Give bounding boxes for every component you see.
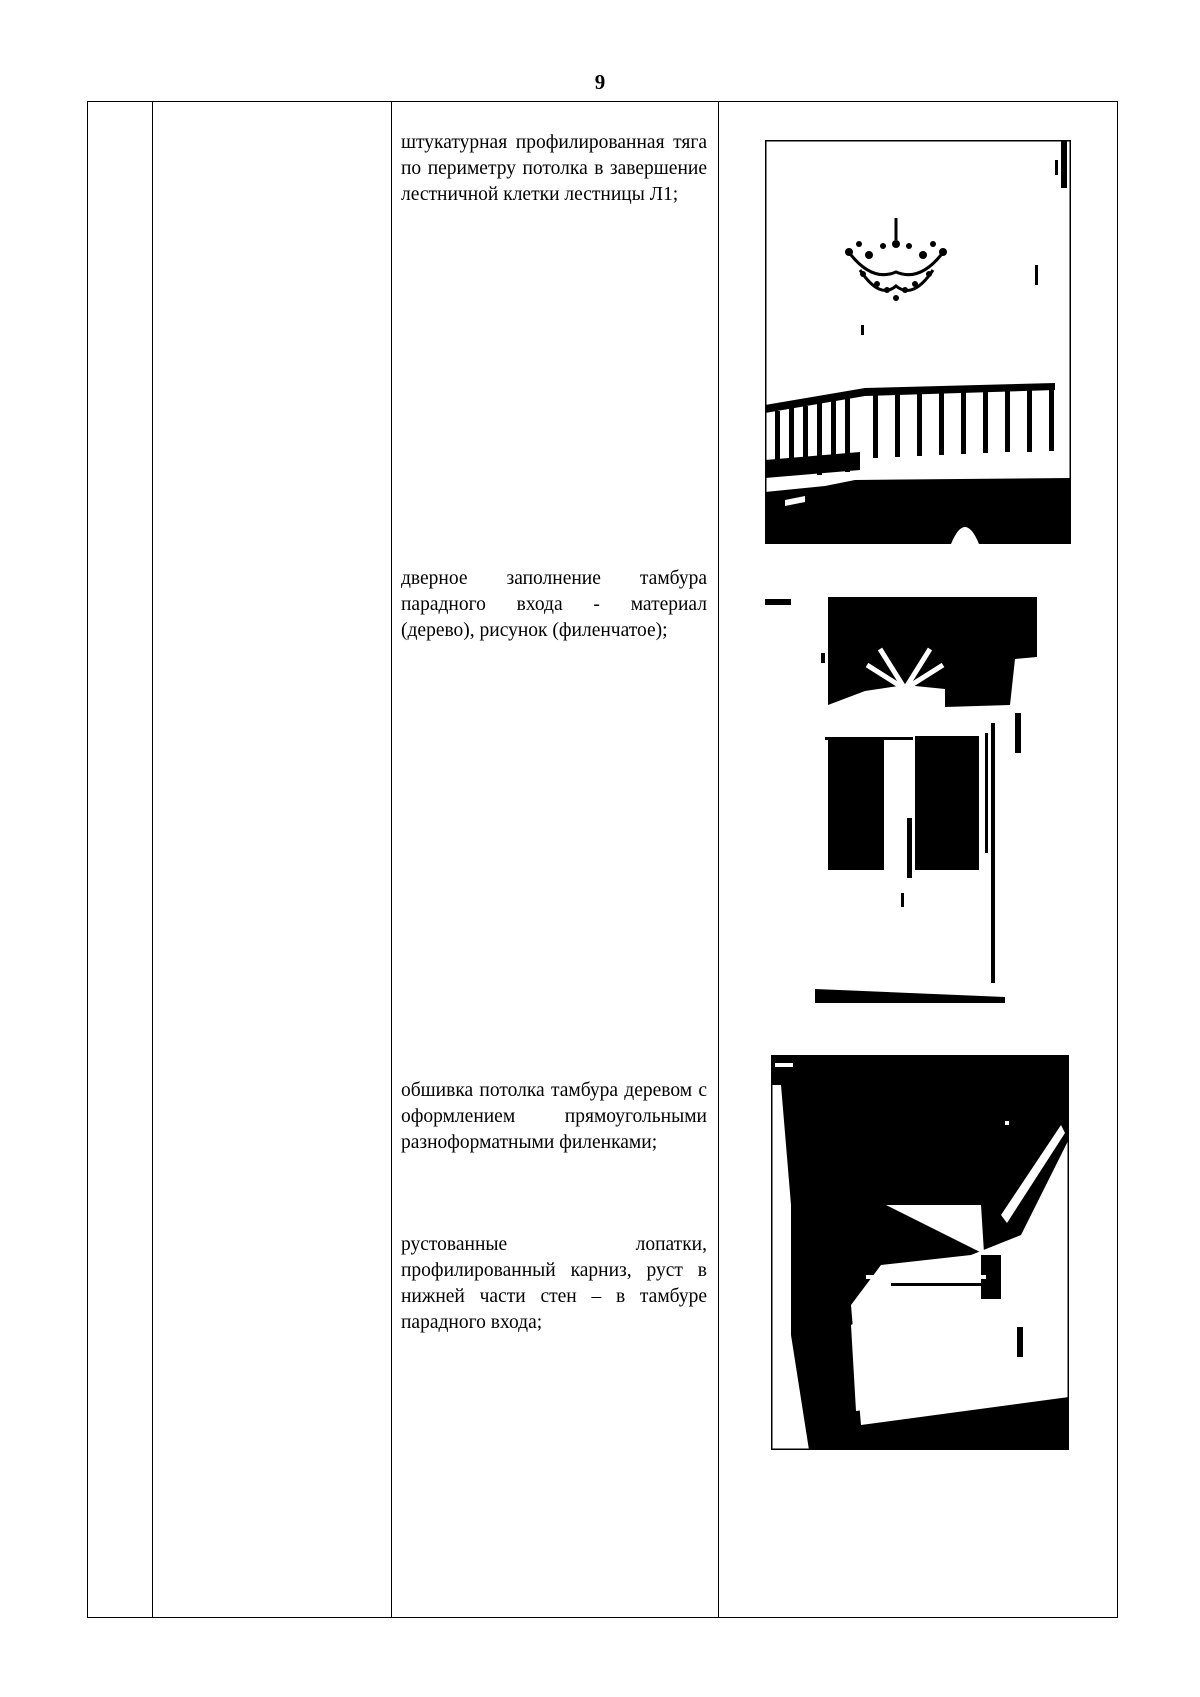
column-divider-3 <box>718 102 719 1617</box>
vestibule-ceiling-photo <box>771 1055 1069 1450</box>
entrance-door-photo <box>765 593 1065 1003</box>
page-number: 9 <box>594 70 606 94</box>
item-text-4: рустованные лопатки, профилированный карниз, руст в нижней части стен – в тамбуре парадного входа; <box>401 1234 707 1333</box>
item-text-1: штукатурная профилированная тяга по периметру потолка в завершение лестничной клетки лестницы Л1; <box>401 132 707 205</box>
column-divider-1 <box>152 102 153 1617</box>
item-text-2: дверное заполнение тамбура парадного входа - материал (дерево), рисунок (филенчатое); <box>401 568 707 641</box>
item-text-3: обшивка потолка тамбура деревом с оформлением прямоугольными разноформатными филенками; <box>401 1080 707 1153</box>
column-divider-2 <box>391 102 392 1617</box>
staircase-chandelier-photo <box>765 140 1071 544</box>
